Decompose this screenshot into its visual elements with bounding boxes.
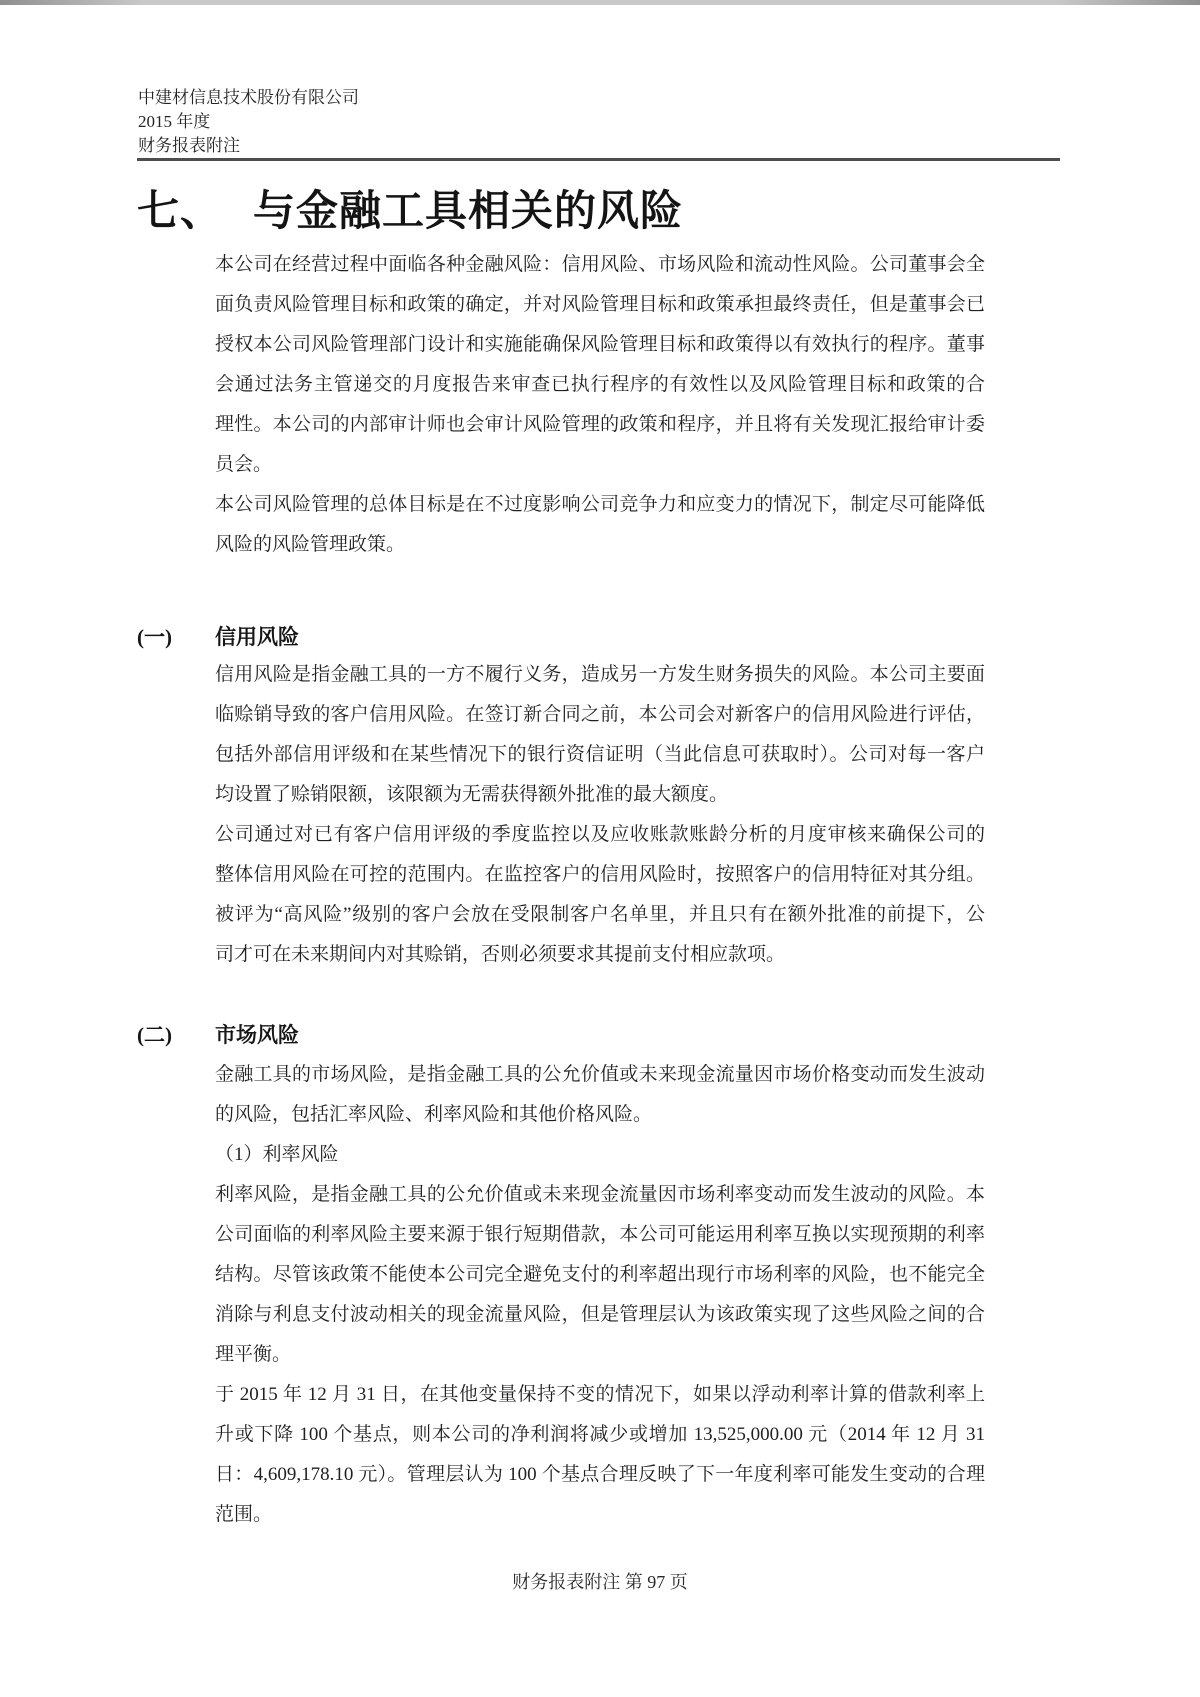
page-footer: 财务报表附注 第 97 页 — [512, 1572, 688, 1592]
text-line: 信用风险是指金融工具的一方不履行义务，造成另一方发生财务损失的风险。本公司主要面 — [215, 664, 985, 685]
text-line: 消除与利息支付波动相关的现金流量风险，但是管理层认为该政策实现了这些风险之间的合 — [215, 1304, 985, 1325]
text-line: 利率风险，是指金融工具的公允价值或未来现金流量因市场利率变动而发生波动的风险。本 — [215, 1184, 985, 1205]
text-line: 授权本公司风险管理部门设计和实施能确保风险管理目标和政策得以有效执行的程序。董事 — [215, 334, 985, 355]
text-line: 金融工具的市场风险，是指金融工具的公允价值或未来现金流量因市场价格变动而发生波动 — [215, 1064, 985, 1085]
document-type: 财务报表附注 — [138, 136, 240, 155]
company-name: 中建材信息技术股份有限公司 — [138, 88, 359, 107]
page-title-number: 七、 — [137, 189, 224, 235]
text-line: 的风险，包括汇率风险、利率风险和其他价格风险。 — [215, 1104, 653, 1125]
text-line: 临赊销导致的客户信用风险。在签订新合同之前，本公司会对新客户的信用风险进行评估， — [215, 704, 985, 725]
market-risk-paragraphs — [215, 1055, 985, 1535]
subsection-heading-interest-rate-risk: （1）利率风险 — [215, 1144, 339, 1165]
text-line: 司才可在未来期间内对其赊销，否则必须要求其提前支付相应款项。 — [215, 944, 786, 965]
text-line: 理平衡。 — [215, 1344, 292, 1365]
text-line: 于 2015 年 12 月 31 日，在其他变量保持不变的情况下，如果以浮动利率计算的借款利率上 — [215, 1384, 985, 1405]
text-line: 结构。尽管该政策不能使本公司完全避免支付的利率超出现行市场利率的风险，也不能完全 — [215, 1264, 985, 1285]
text-line: 风险的风险管理政策。 — [215, 534, 406, 555]
text-line: 员会。 — [215, 454, 273, 475]
section-heading-market-risk — [137, 1020, 997, 1050]
page-title-text: 与金融工具相关的风险 — [253, 189, 684, 235]
page-header — [138, 86, 359, 158]
text-line: 公司面临的利率风险主要来源于银行短期借款，本公司可能运用利率互换以实现预期的利率 — [215, 1224, 985, 1245]
scan-edge-band — [0, 0, 1200, 5]
text-line: 会通过法务主管递交的月度报告来审查已执行程序的有效性以及风险管理目标和政策的合 — [215, 374, 985, 395]
text-line: 整体信用风险在可控的范围内。在监控客户的信用风险时，按照客户的信用特征对其分组。 — [215, 864, 985, 885]
text-line: 理性。本公司的内部审计师也会审计风险管理的政策和程序，并且将有关发现汇报给审计委 — [215, 414, 985, 435]
text-line: 面负责风险管理目标和政策的确定，并对风险管理目标和政策承担最终责任，但是董事会已 — [215, 294, 985, 315]
section-label: (二) — [137, 1023, 172, 1047]
fiscal-year: 2015 年度 — [138, 112, 211, 131]
intro-paragraphs — [215, 245, 985, 565]
text-line: 范围。 — [215, 1504, 273, 1525]
text-line: 本公司在经营过程中面临各种金融风险：信用风险、市场风险和流动性风险。公司董事会全 — [215, 254, 985, 275]
text-line: 公司通过对已有客户信用评级的季度监控以及应收账款账龄分析的月度审核来确保公司的 — [215, 824, 985, 845]
text-line: 被评为“高风险”级别的客户会放在受限制客户名单里，并且只有在额外批准的前提下，公 — [215, 904, 985, 925]
credit-risk-paragraphs — [215, 655, 985, 975]
header-divider-rule — [137, 158, 1060, 161]
text-line: 日：4,609,178.10 元）。管理层认为 100 个基点合理反映了下一年度利率可能发生变动的合理 — [215, 1464, 985, 1485]
section-heading-credit-risk — [137, 622, 997, 652]
section-title: 市场风险 — [215, 1023, 299, 1047]
text-line: 本公司风险管理的总体目标是在不过度影响公司竞争力和应变力的情况下，制定尽可能降低 — [215, 494, 985, 515]
text-line: 包括外部信用评级和在某些情况下的银行资信证明（当此信息可获取时）。公司对每一客户 — [215, 744, 985, 765]
page-title — [137, 178, 683, 238]
section-title: 信用风险 — [215, 625, 299, 649]
text-line: 升或下降 100 个基点，则本公司的净利润将减少或增加 13,525,000.00 元（2014 年 12 月 31 — [215, 1424, 985, 1445]
text-line: 均设置了赊销限额，该限额为无需获得额外批准的最大额度。 — [215, 784, 729, 805]
section-label: (一) — [137, 625, 172, 649]
